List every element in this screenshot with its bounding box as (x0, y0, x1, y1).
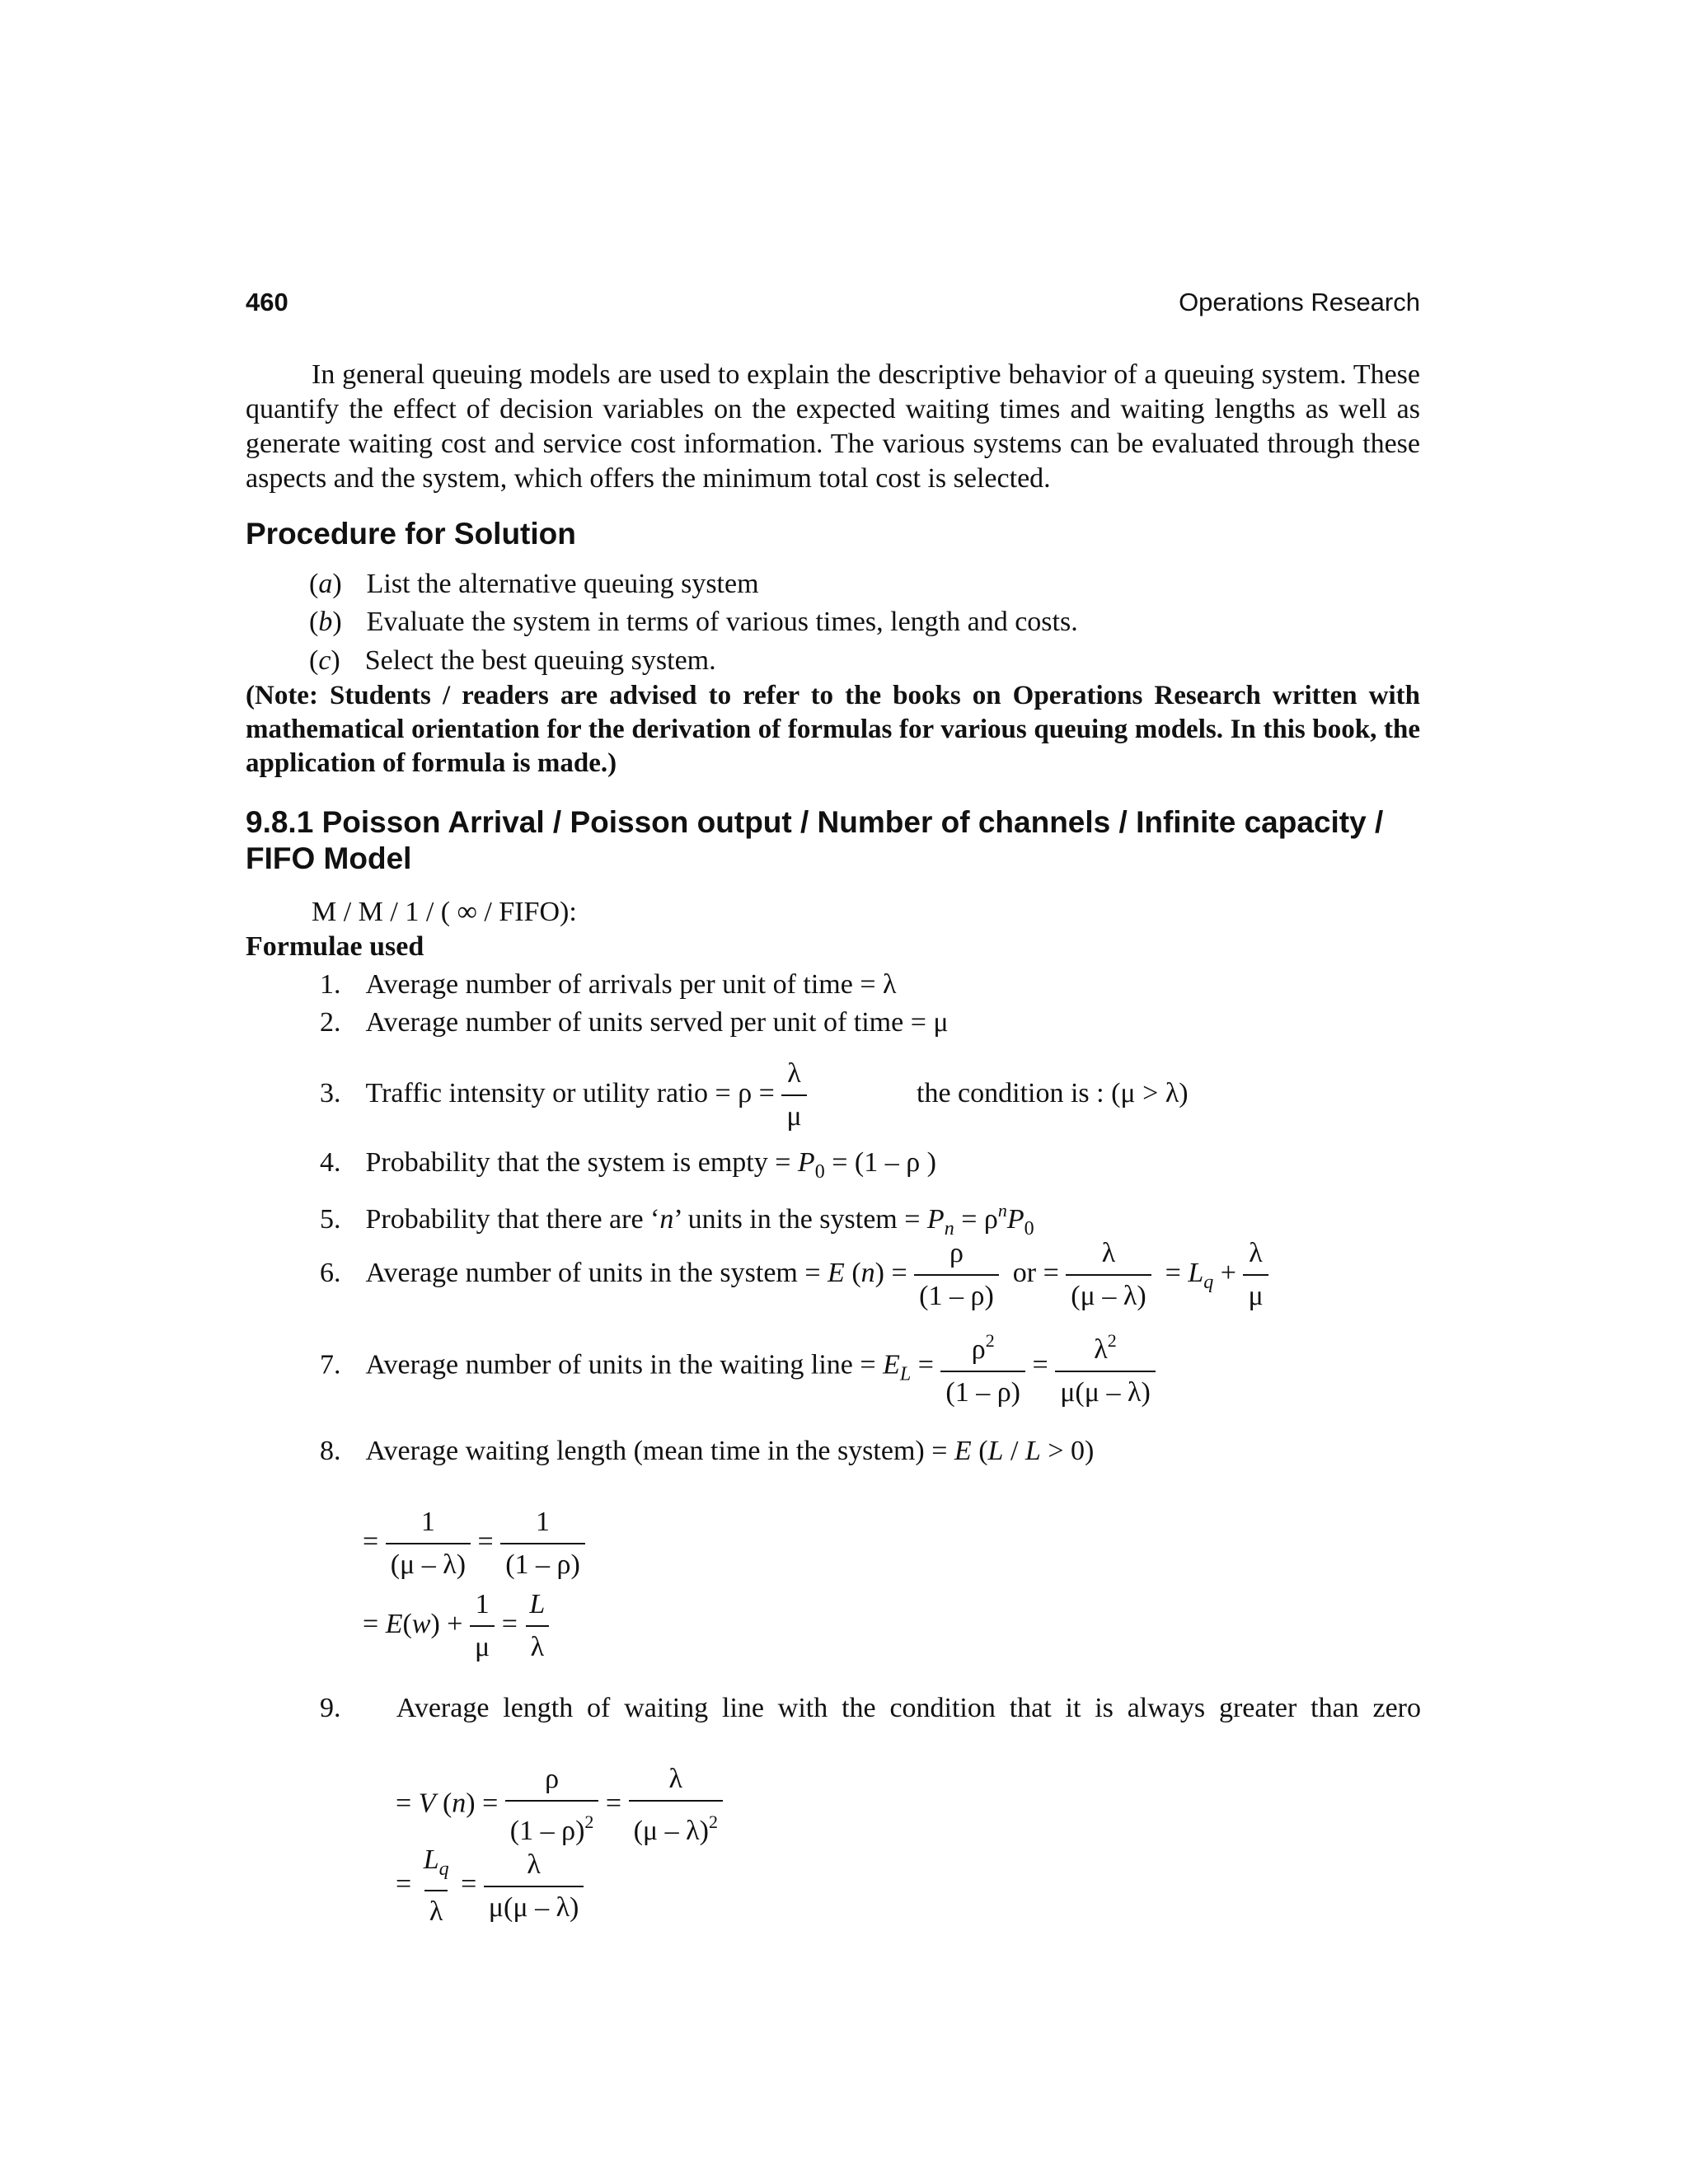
procedure-step-c: (c) Select the best queuing system. (309, 645, 716, 676)
running-header-title: Operations Research (1179, 288, 1420, 316)
fraction-lambda-over-mu: $\frac{\lambda}{\mu}$ (781, 1057, 806, 1134)
formula-4: 4. Probability that the system is empty = $P_0 = (1 - \rho$ ) (320, 1147, 936, 1183)
formula-3: 3. Traffic intensity or utility ratio = ρ = $\frac{\lambda}{\mu}$ (320, 1057, 807, 1134)
model-notation: M / M / 1 / ( ∞ / FIFO): (312, 897, 577, 927)
fraction-lambda-over-mu-6: $\frac{\lambda}{\mu}$ (1243, 1236, 1268, 1314)
formula-1: 1. Average number of arrivals per unit of time = λ (320, 969, 897, 1000)
formula-3-condition: the condition is : (μ > λ) (917, 1078, 1189, 1108)
fraction-rho-squared: $\frac{\rho^2}{(1 - \rho)}$ (940, 1324, 1025, 1410)
section-heading: 9.8.1 Poisson Arrival / Poisson output / Number of channels / Infinite capacity / FIFO Model (246, 805, 1384, 875)
procedure-step-b: (b) Evaluate the system in terms of various times, length and costs. (309, 607, 1078, 637)
mu-symbol: μ (933, 1007, 949, 1038)
note-paragraph: (Note: Students / readers are advised to refer to the books on Operations Research written with mathematical orientation for the derivation of formulas for various queuing models. In this book, the application of formula is made.) (246, 681, 1420, 778)
lambda-symbol: λ (883, 969, 897, 1000)
fraction-lambda-over-mu-minus-lambda: $\frac{\lambda}{(\mu - \lambda)}$ (1066, 1236, 1151, 1314)
formula-9-line-3: = $\frac{L_q}{\lambda}$ = $\frac{\lambda}{\mu(\mu - \lambda)}$ (396, 1843, 584, 1929)
formula-8-line-3: = E(w) + $\frac{1}{\mu}$ = $\frac{L}{\lambda}$ (363, 1587, 550, 1665)
fraction-lambda-squared: $\frac{\lambda^2}{\mu(\mu - \lambda)}$ (1055, 1324, 1156, 1410)
page-number: 460 (246, 288, 288, 316)
formula-7: 7. Average number of units in the waiting line = $E_L$ = $\frac{\rho^2}{(1 - \rho)}$ = $\frac{\lambda^2}{\mu(\mu - \lambda)}$ (320, 1324, 1156, 1410)
fraction-rho-over-1-minus-rho: $\frac{\rho}{(1 - \rho)}$ (914, 1236, 999, 1314)
formula-5: 5. Probability that there are ‘n’ units in the system = $P_n = \rho^nP_0$ (320, 1200, 1034, 1240)
procedure-heading: Procedure for Solution (246, 517, 576, 551)
formula-2: 2. Average number of units served per unit of time = μ (320, 1007, 949, 1038)
formula-8-line-2: = $\frac{1}{(\mu - \lambda)}$ = $\frac{1}{(1 - \rho)}$ (363, 1505, 585, 1582)
procedure-step-a: (a) List the alternative queuing system (309, 569, 759, 599)
intro-paragraph: In general queuing models are used to explain the descriptive behavior of a queuing system. These quantify the effect of decision variables on the expected waiting times and waiting lengths as well as generate waiting cost and service cost information. The various systems can be evaluated through these aspects and the system, which offers the minimum total cost is selected. (246, 359, 1420, 494)
formula-6: 6. Average number of units in the system = E (n) = $\frac{\rho}{(1 - \rho)}$ or = $\frac{\lambda}{(\mu - \lambda)}$ = $L_q$ + $\frac{\lambda}{\mu}$ (320, 1236, 1268, 1314)
formula-9-line-2: = V (n) = $\frac{\rho}{(1 - \rho)^2}$ = $\frac{\lambda}{(\mu - \lambda)^2}$ (396, 1762, 723, 1849)
formulae-heading: Formulae used (246, 931, 424, 962)
formula-8: 8. Average waiting length (mean time in the system) = E (L / L > 0) (320, 1436, 1095, 1466)
formula-9: 9. Average length of waiting line with the condition that it is always greater than zero (320, 1693, 1421, 1723)
